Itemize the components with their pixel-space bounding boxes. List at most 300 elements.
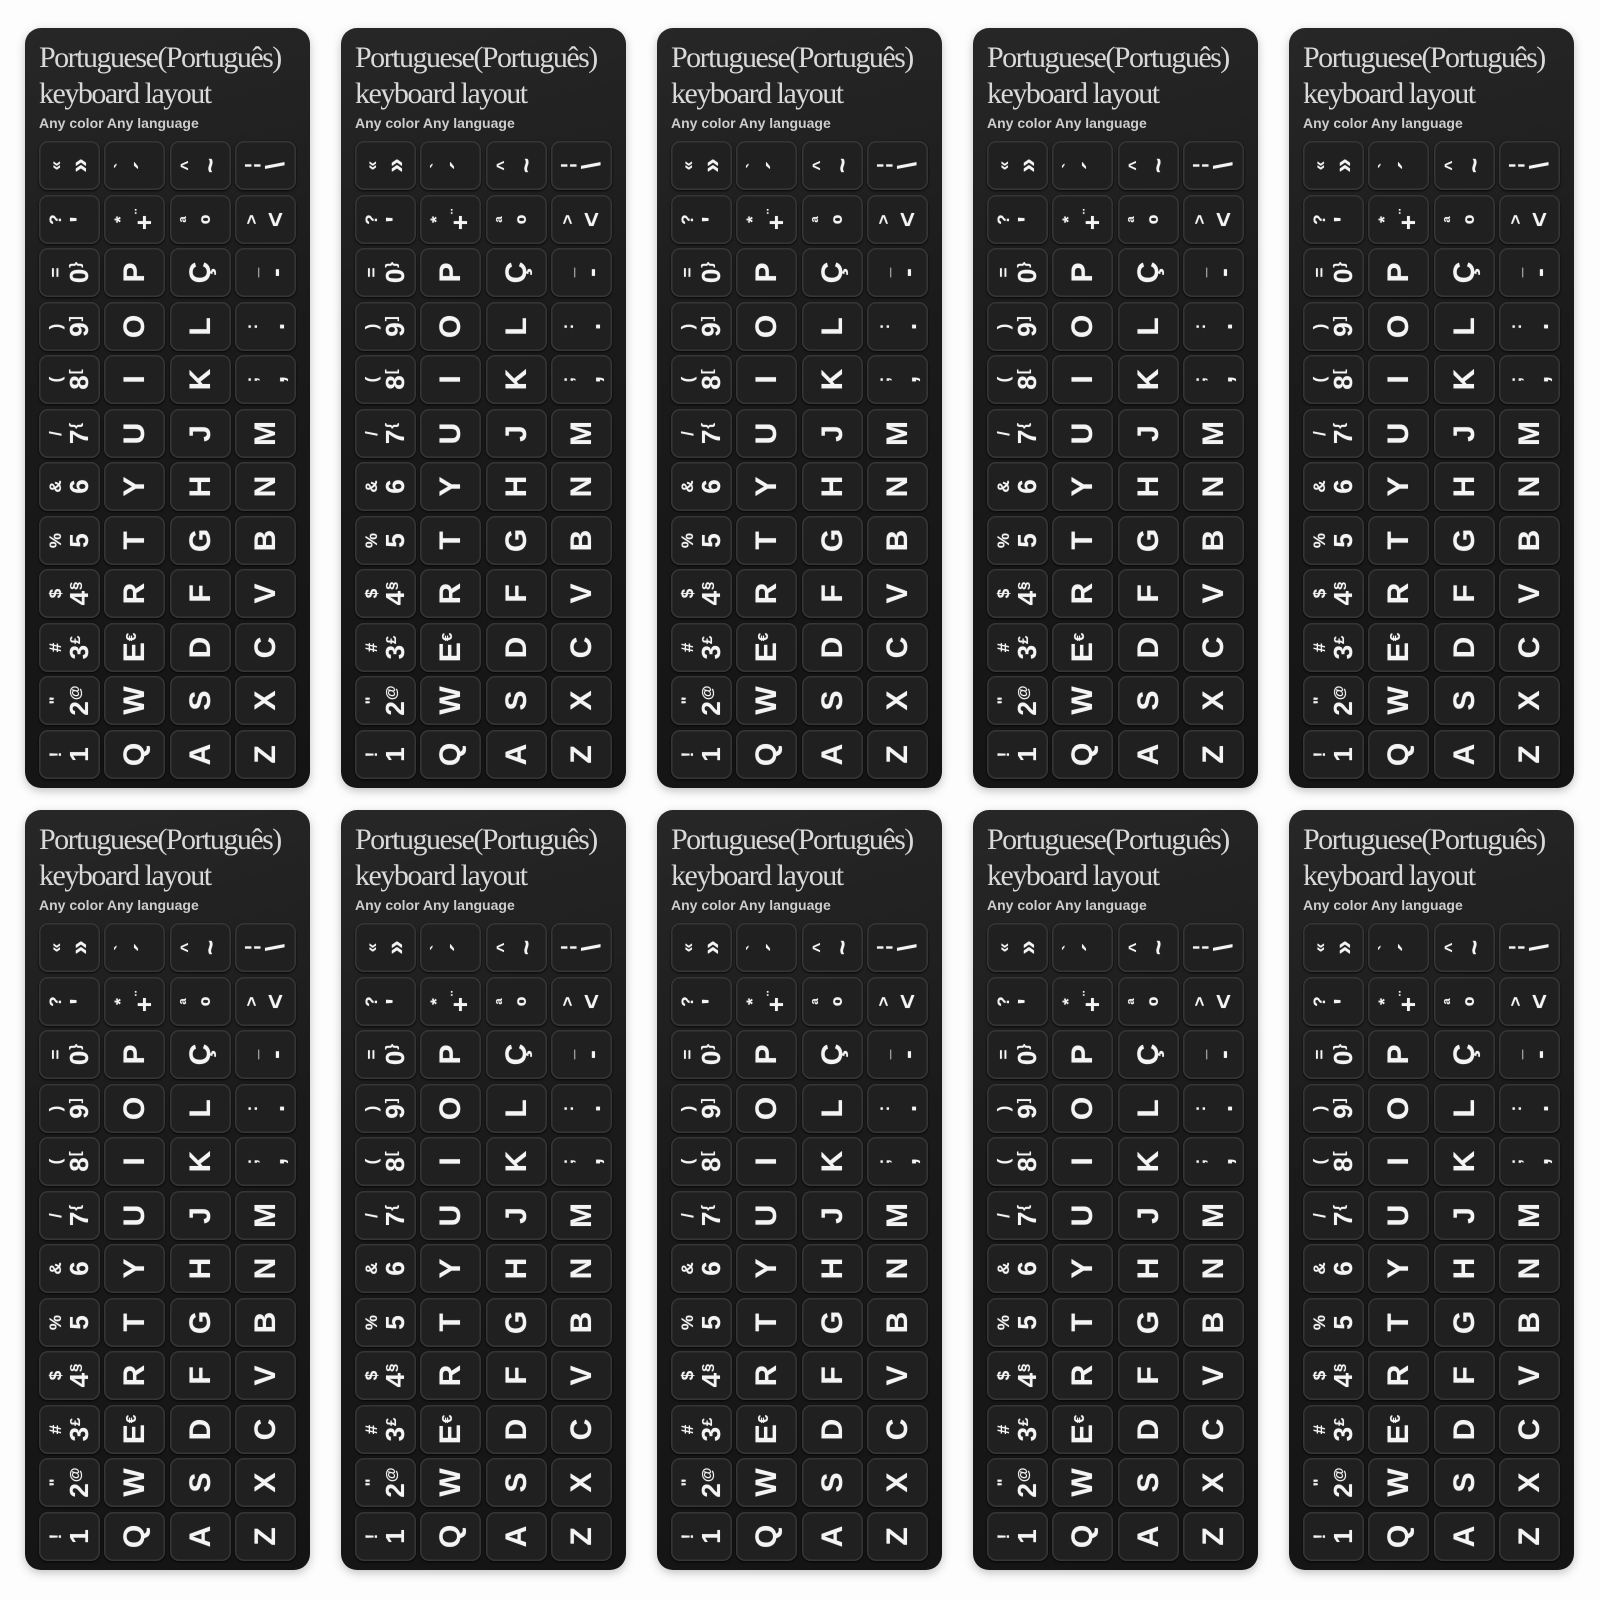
key-face [1052, 195, 1113, 244]
key-base-label: 4§ [696, 581, 727, 606]
key-face [486, 355, 547, 404]
key-legend [486, 355, 547, 404]
key-legend [867, 730, 928, 779]
key-letter-label: T [1065, 531, 1099, 550]
key-letter-label: I [1381, 1157, 1415, 1166]
key-face [987, 302, 1048, 351]
key-legend [235, 248, 296, 297]
key-face [1499, 1191, 1560, 1240]
key-shift-label: ; [241, 1158, 261, 1165]
key-letter-label: M [564, 1202, 598, 1228]
key-shift-label: # [46, 1424, 66, 1434]
key-legend [486, 1512, 547, 1561]
key-sticker [985, 1456, 1050, 1510]
key-grid [669, 139, 930, 781]
key-shift-label: & [362, 1262, 382, 1275]
key-legend [235, 1512, 296, 1561]
key-legend [987, 1084, 1048, 1133]
key-letter-label: B [564, 1311, 598, 1334]
key-shift-label: / [46, 430, 66, 436]
key-shift-label: / [678, 1212, 698, 1218]
key-letter-label: H [1131, 475, 1165, 498]
key-legend [355, 462, 416, 511]
key-shift-label: ` [111, 162, 131, 169]
key-letter-label: W [1381, 686, 1415, 715]
key-face [486, 1191, 547, 1240]
key-face [170, 516, 231, 565]
key-altgr-label: [ [1015, 1151, 1033, 1157]
key-legend [736, 676, 797, 725]
key-legend [987, 462, 1048, 511]
key-face [867, 676, 928, 725]
key-face [867, 248, 928, 297]
key-legend [1368, 462, 1429, 511]
key-shift-label: : [241, 323, 261, 330]
key-base-label: 5 [64, 1315, 95, 1330]
key-sticker [1432, 1189, 1497, 1243]
key-face [170, 1458, 231, 1507]
key-sticker [353, 193, 418, 247]
key-sticker [1181, 1349, 1246, 1403]
key-legend [671, 462, 732, 511]
key-base-label: 9] [1012, 316, 1043, 337]
key-shift-label: ? [1310, 214, 1330, 225]
key-sticker [168, 300, 233, 354]
product-subtitle: Any color Any language [39, 897, 199, 913]
key-legend [104, 923, 165, 972]
key-legend [551, 409, 612, 458]
key-letter-label: A [1131, 1525, 1165, 1548]
key-sticker [549, 1242, 614, 1296]
key-legend [1118, 623, 1179, 672]
key-shift-label: & [362, 480, 382, 493]
key-face [987, 516, 1048, 565]
key-letter-label: U [1065, 422, 1099, 445]
key-letter-label: Ç [1447, 1043, 1481, 1066]
key-sticker [1497, 139, 1562, 193]
key-face [39, 623, 100, 672]
key-face [1183, 623, 1244, 672]
key-face [1183, 462, 1244, 511]
key-letter-label: X [248, 690, 282, 711]
key-legend [39, 516, 100, 565]
key-legend [39, 676, 100, 725]
key-sticker [1301, 621, 1366, 675]
key-legend [1052, 730, 1113, 779]
key-shift-label: ^ [808, 942, 828, 953]
key-sticker [669, 567, 734, 621]
key-face [420, 1137, 481, 1186]
key-face [235, 195, 296, 244]
key-legend [867, 1351, 928, 1400]
key-legend [671, 1405, 732, 1454]
key-sticker [484, 728, 549, 782]
key-base-label: 8[ [1328, 369, 1359, 390]
key-face [867, 1351, 928, 1400]
key-base-label: 2@ [696, 1467, 727, 1498]
key-base-label: 9] [64, 316, 95, 337]
key-sticker [669, 1189, 734, 1243]
key-face [1434, 141, 1495, 190]
key-base-label: 9] [64, 1098, 95, 1119]
key-shift-label: ; [557, 376, 577, 383]
key-face [420, 248, 481, 297]
key-face [235, 248, 296, 297]
key-legend [987, 1244, 1048, 1293]
key-letter-label: J [815, 424, 849, 442]
key-legend [355, 676, 416, 725]
key-legend [671, 516, 732, 565]
key-face [104, 409, 165, 458]
key-base-label: 6 [64, 1261, 95, 1276]
key-legend [39, 141, 100, 190]
key-base-label: , [891, 376, 922, 384]
key-legend [1303, 1137, 1364, 1186]
key-sticker [1366, 1082, 1431, 1136]
key-legend [355, 1191, 416, 1240]
key-face [1118, 1191, 1179, 1240]
key-legend [235, 1191, 296, 1240]
key-face [39, 302, 100, 351]
key-shift-label: ? [46, 214, 66, 225]
key-sticker [37, 1082, 102, 1136]
key-letter-label: Y [749, 1258, 783, 1279]
key-legend [39, 623, 100, 672]
key-face [39, 248, 100, 297]
key-shift-label: ` [427, 162, 447, 169]
key-letter-label: E€ [1065, 1414, 1099, 1444]
key-face [104, 141, 165, 190]
key-legend [39, 1244, 100, 1293]
key-sticker [233, 1456, 298, 1510]
key-legend [1183, 977, 1244, 1026]
key-sticker [1050, 1296, 1115, 1350]
key-grid [985, 139, 1246, 781]
key-base-label: ´ [1077, 943, 1108, 953]
key-sticker [1301, 975, 1366, 1029]
key-face [1052, 1405, 1113, 1454]
key-face [1183, 1191, 1244, 1240]
key-altgr-label: ¨ [1080, 208, 1098, 214]
key-sticker [985, 921, 1050, 975]
key-base-label: 2@ [380, 1467, 411, 1498]
key-shift-label: * [743, 215, 763, 223]
key-shift-label: * [111, 997, 131, 1005]
key-face [987, 1351, 1048, 1400]
key-legend [355, 1405, 416, 1454]
key-legend [671, 355, 732, 404]
key-sticker [549, 975, 614, 1029]
key-face [1118, 195, 1179, 244]
key-base-label: , [259, 376, 290, 384]
key-legend [736, 355, 797, 404]
key-legend [104, 141, 165, 190]
key-sticker [484, 139, 549, 193]
key-shift-label: " [362, 696, 382, 705]
key-sticker [1050, 300, 1115, 354]
key-shift-label: ! [46, 751, 66, 758]
key-legend [39, 355, 100, 404]
key-legend [1434, 1084, 1495, 1133]
key-face [39, 1351, 100, 1400]
key-face [736, 1137, 797, 1186]
key-sticker [800, 460, 865, 514]
key-base-label: ~ [826, 940, 857, 956]
key-sticker [1181, 353, 1246, 407]
key-altgr-label: € [438, 632, 456, 641]
key-altgr-label: @ [1331, 685, 1349, 701]
key-altgr-label: [ [699, 369, 717, 375]
key-letter-label: U [433, 1204, 467, 1227]
key-altgr-label: [ [699, 1151, 717, 1157]
key-face [235, 923, 296, 972]
key-base-label: 8[ [64, 1151, 95, 1172]
key-legend [867, 1030, 928, 1079]
key-altgr-label: { [383, 422, 401, 429]
key-face [39, 1030, 100, 1079]
key-sticker [669, 1349, 734, 1403]
key-legend [671, 730, 732, 779]
key-face [170, 569, 231, 618]
key-shift-label: > [557, 214, 577, 225]
key-base-label: ' [696, 998, 727, 1005]
key-legend [867, 623, 928, 672]
key-letter-label: N [564, 1257, 598, 1280]
key-altgr-label: { [67, 422, 85, 429]
key-shift-label: " [678, 696, 698, 705]
key-face [1499, 302, 1560, 351]
key-shift-label: « [1310, 943, 1330, 953]
key-legend [420, 1405, 481, 1454]
key-letter-label: S [183, 1472, 217, 1493]
key-letter-label: I [117, 1157, 151, 1166]
key-sticker [418, 1135, 483, 1189]
key-legend [987, 355, 1048, 404]
key-face [551, 676, 612, 725]
key-face [355, 248, 416, 297]
key-legend [987, 248, 1048, 297]
key-legend [104, 1244, 165, 1293]
key-sticker [1301, 921, 1366, 975]
product-title-line1: Portuguese(Português) [355, 823, 597, 856]
key-sticker [1497, 353, 1562, 407]
key-shift-label: " [46, 1478, 66, 1487]
key-face [736, 195, 797, 244]
key-sticker [353, 353, 418, 407]
key-face [355, 302, 416, 351]
product-title-line1: Portuguese(Português) [987, 823, 1229, 856]
key-letter-label: W [117, 686, 151, 715]
key-sticker [1116, 246, 1181, 300]
key-shift-label: ) [678, 1105, 698, 1112]
key-legend [736, 1458, 797, 1507]
key-legend [170, 195, 231, 244]
key-base-label: +¨ [129, 990, 160, 1012]
key-sticker [418, 460, 483, 514]
key-face [170, 1298, 231, 1347]
key-legend [486, 923, 547, 972]
key-base-label: < [891, 211, 922, 227]
key-sticker [800, 1349, 865, 1403]
key-shift-label: : [1189, 1105, 1209, 1112]
key-letter-label: E€ [433, 1414, 467, 1444]
key-face [1303, 516, 1364, 565]
key-face [671, 516, 732, 565]
key-legend [486, 1137, 547, 1186]
key-sticker [1050, 246, 1115, 300]
key-sticker [37, 407, 102, 461]
key-face [235, 676, 296, 725]
key-face [170, 1030, 231, 1079]
key-letter-label: Ç [499, 1043, 533, 1066]
key-letter-label: O [1065, 1096, 1099, 1120]
key-base-label: 2@ [1328, 685, 1359, 716]
key-letter-label: S [815, 1472, 849, 1493]
key-letter-label: Z [248, 745, 282, 764]
sticker-sheet [25, 28, 310, 788]
key-legend [987, 1458, 1048, 1507]
key-base-label: 3£ [1012, 1417, 1043, 1442]
key-face [1303, 1298, 1364, 1347]
key-shift-label: % [994, 1314, 1014, 1330]
key-base-label: ´ [129, 161, 160, 171]
key-legend [671, 1512, 732, 1561]
key-face [987, 1458, 1048, 1507]
key-face [1183, 1084, 1244, 1133]
key-sticker [168, 193, 233, 247]
key-legend [802, 569, 863, 618]
key-face [1368, 1191, 1429, 1240]
key-base-label: . [1523, 322, 1554, 330]
key-face [1183, 302, 1244, 351]
key-sticker [1116, 193, 1181, 247]
key-shift-label: ¦ [1189, 163, 1209, 169]
key-legend [671, 1137, 732, 1186]
key-sticker [1301, 407, 1366, 461]
key-letter-label: Q [749, 1524, 783, 1548]
key-face [1368, 141, 1429, 190]
key-shift-label: _ [241, 1050, 261, 1060]
key-sticker [985, 1403, 1050, 1457]
key-sticker [37, 1510, 102, 1564]
key-legend [355, 1512, 416, 1561]
key-legend [1368, 409, 1429, 458]
key-sticker [233, 1028, 298, 1082]
key-sticker [549, 1028, 614, 1082]
key-face [1183, 1458, 1244, 1507]
key-base-label: , [891, 1158, 922, 1166]
key-legend [39, 1191, 100, 1240]
key-face [1118, 977, 1179, 1026]
key-sticker [418, 1189, 483, 1243]
key-base-label: » [64, 940, 95, 955]
key-base-label: 3£ [696, 1417, 727, 1442]
key-letter-label: T [117, 531, 151, 550]
key-sticker [734, 1189, 799, 1243]
key-legend [170, 302, 231, 351]
key-legend [1118, 302, 1179, 351]
key-face [987, 355, 1048, 404]
key-shift-label: ( [46, 1158, 66, 1165]
key-altgr-label: ¨ [1396, 208, 1414, 214]
key-letter-label: O [117, 1096, 151, 1120]
key-legend [551, 1137, 612, 1186]
key-altgr-label: € [1386, 1414, 1404, 1423]
key-face [1434, 1244, 1495, 1293]
key-face [867, 516, 928, 565]
key-base-label: º [1458, 996, 1489, 1006]
key-sticker [1181, 975, 1246, 1029]
key-legend [802, 977, 863, 1026]
key-legend [355, 569, 416, 618]
key-base-label: ~ [1458, 158, 1489, 174]
key-shift-label: ; [1189, 376, 1209, 383]
key-sticker [549, 1189, 614, 1243]
product-subtitle: Any color Any language [355, 897, 515, 913]
key-face [987, 569, 1048, 618]
key-face [235, 516, 296, 565]
key-shift-label: « [46, 943, 66, 953]
key-face [1183, 977, 1244, 1026]
key-legend [1499, 141, 1560, 190]
key-base-label: - [575, 268, 606, 278]
key-altgr-label: § [1015, 581, 1033, 591]
key-legend [736, 1244, 797, 1293]
key-legend [1183, 1244, 1244, 1293]
key-legend [1183, 1405, 1244, 1454]
key-letter-label: Y [1381, 1258, 1415, 1279]
key-letter-label: U [117, 1204, 151, 1227]
key-sticker [418, 139, 483, 193]
key-sticker [1116, 921, 1181, 975]
key-legend [355, 623, 416, 672]
key-face [1368, 1351, 1429, 1400]
key-face [1118, 409, 1179, 458]
key-face [1303, 1030, 1364, 1079]
key-face [802, 1137, 863, 1186]
key-sticker [1301, 1403, 1366, 1457]
key-sticker [233, 353, 298, 407]
key-face [867, 1030, 928, 1079]
key-legend [486, 1298, 547, 1347]
key-sticker [1301, 728, 1366, 782]
key-sticker [1366, 139, 1431, 193]
key-base-label: \ [1523, 162, 1554, 170]
key-legend [170, 923, 231, 972]
key-legend [1368, 623, 1429, 672]
key-sticker [353, 1242, 418, 1296]
key-base-label: ' [1328, 216, 1359, 223]
key-legend [1499, 355, 1560, 404]
key-base-label: \ [259, 944, 290, 952]
key-base-label: +¨ [1393, 990, 1424, 1012]
key-legend [1183, 569, 1244, 618]
key-sticker [1366, 1242, 1431, 1296]
key-face [671, 1405, 732, 1454]
key-sticker [1497, 621, 1562, 675]
key-sticker [1050, 1135, 1115, 1189]
key-base-label: 1 [380, 1529, 411, 1544]
key-shift-label: & [46, 1262, 66, 1275]
key-altgr-label: { [1331, 1204, 1349, 1211]
key-sticker [800, 621, 865, 675]
key-face [1183, 248, 1244, 297]
key-sticker [233, 975, 298, 1029]
key-face [867, 1405, 928, 1454]
key-legend [1303, 1084, 1364, 1133]
key-sticker [1116, 1296, 1181, 1350]
key-face [1303, 195, 1364, 244]
